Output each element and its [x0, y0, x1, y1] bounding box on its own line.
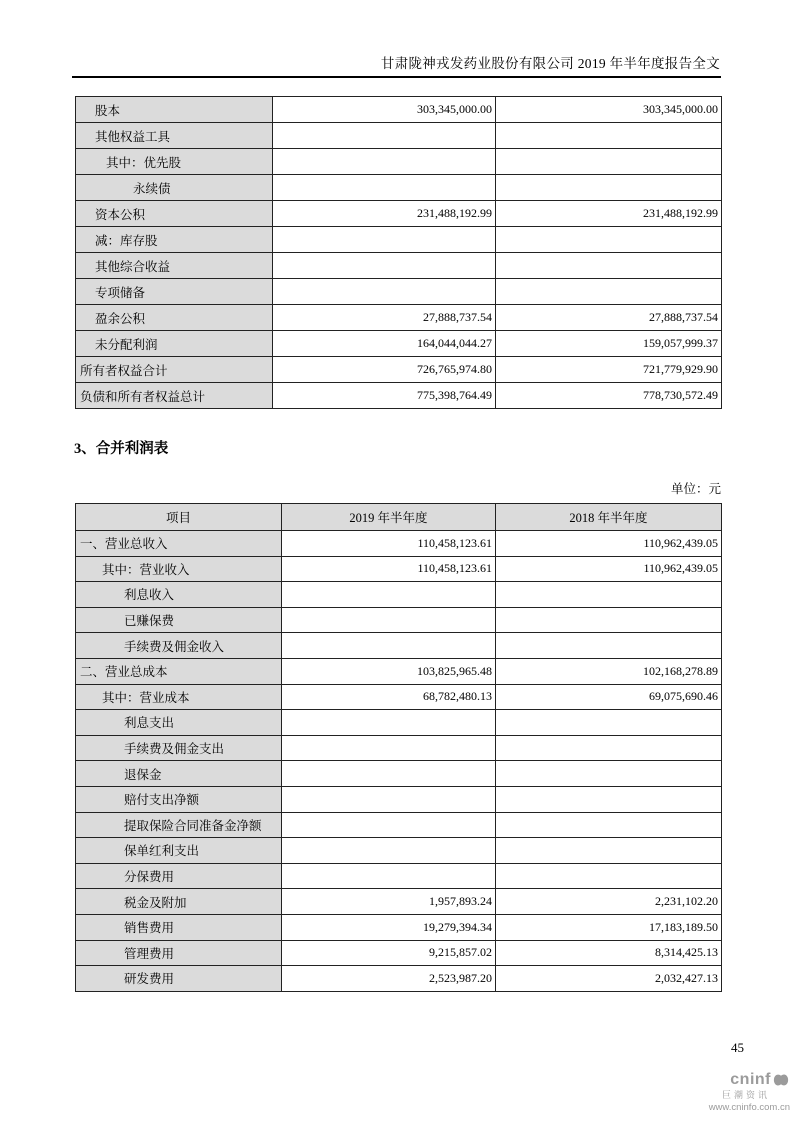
value-col2: 27,888,737.54 [496, 305, 722, 331]
table-row [76, 279, 722, 305]
cninfo-swirl-icon [772, 1071, 790, 1089]
value-col1: 19,279,394.34 [282, 914, 496, 940]
row-label: 分保费用 [76, 863, 282, 889]
row-label: 资本公积 [76, 201, 273, 227]
value-col2 [496, 149, 722, 175]
value-col1: 775,398,764.49 [273, 383, 496, 409]
row-label: 利息支出 [76, 710, 282, 736]
row-label: 未分配利润 [76, 331, 273, 357]
value-col1 [273, 227, 496, 253]
value-col2 [496, 123, 722, 149]
value-col2: 102,168,278.89 [496, 658, 722, 684]
value-col1 [282, 761, 496, 787]
value-col2: 69,075,690.46 [496, 684, 722, 710]
row-label: 所有者权益合计 [76, 357, 273, 383]
value-col1 [282, 735, 496, 761]
value-col1: 726,765,974.80 [273, 357, 496, 383]
row-label: 负债和所有者权益总计 [76, 383, 273, 409]
column-header-2018: 2018 年半年度 [496, 504, 722, 531]
value-col1: 303,345,000.00 [273, 97, 496, 123]
value-col2 [496, 761, 722, 787]
value-col1 [273, 123, 496, 149]
row-label: 其中：营业成本 [76, 684, 282, 710]
row-label: 一、营业总收入 [76, 531, 282, 557]
value-col1 [282, 786, 496, 812]
header-rule [72, 76, 721, 78]
value-col2 [496, 633, 722, 659]
table-row [76, 889, 722, 915]
table-row [76, 123, 722, 149]
table-row [76, 201, 722, 227]
row-label: 股本 [76, 97, 273, 123]
value-col2: 721,779,929.90 [496, 357, 722, 383]
logo-caption: 巨潮资讯 [721, 1090, 770, 1100]
table-row [76, 914, 722, 940]
equity-table [75, 96, 722, 409]
table-row [76, 149, 722, 175]
value-col2 [496, 175, 722, 201]
value-col1 [273, 175, 496, 201]
income-statement-table [75, 503, 722, 992]
value-col2: 17,183,189.50 [496, 914, 722, 940]
table-row [76, 305, 722, 331]
column-header-item: 项目 [76, 504, 282, 531]
value-col2 [496, 863, 722, 889]
table-row [76, 227, 722, 253]
table-row [76, 556, 722, 582]
table-row [76, 383, 722, 409]
value-col1 [273, 149, 496, 175]
page-number: 45 [731, 1040, 744, 1055]
section-heading: 3、合并利润表 [74, 441, 169, 457]
table-row [76, 761, 722, 787]
header-title: 甘肃陇神戎发药业股份有限公司 2019 年半年度报告全文 [380, 56, 720, 71]
row-label: 其他综合收益 [76, 253, 273, 279]
value-col1: 1,957,893.24 [282, 889, 496, 915]
value-col1 [282, 607, 496, 633]
table-row [76, 786, 722, 812]
table-row [76, 633, 722, 659]
logo-url: www.cninfo.com.cn [708, 1102, 790, 1113]
table-row [76, 607, 722, 633]
value-col1 [282, 863, 496, 889]
value-col2: 2,231,102.20 [496, 889, 722, 915]
value-col1 [282, 838, 496, 864]
value-col2: 778,730,572.49 [496, 383, 722, 409]
value-col1 [282, 710, 496, 736]
unit-label: 单位：元 [670, 482, 721, 496]
value-col2: 231,488,192.99 [496, 201, 722, 227]
value-col2 [496, 710, 722, 736]
value-col2 [496, 735, 722, 761]
row-label: 退保金 [76, 761, 282, 787]
value-col2 [496, 227, 722, 253]
cninfo-logo [698, 1071, 790, 1113]
value-col1: 68,782,480.13 [282, 684, 496, 710]
value-col1 [273, 279, 496, 305]
value-col1: 110,458,123.61 [282, 531, 496, 557]
value-col2 [496, 607, 722, 633]
value-col1 [273, 253, 496, 279]
table-row [76, 531, 722, 557]
value-col2: 110,962,439.05 [496, 556, 722, 582]
row-label: 销售费用 [76, 914, 282, 940]
table-row [76, 175, 722, 201]
row-label: 其他权益工具 [76, 123, 273, 149]
value-col1 [282, 582, 496, 608]
logo-brand-text: cninf [730, 1071, 771, 1088]
table-row [76, 357, 722, 383]
row-label: 专项储备 [76, 279, 273, 305]
table-row [76, 253, 722, 279]
value-col2 [496, 838, 722, 864]
value-col2: 2,032,427.13 [496, 966, 722, 992]
value-col1 [282, 812, 496, 838]
table-row [76, 684, 722, 710]
value-col1: 2,523,987.20 [282, 966, 496, 992]
row-label: 二、营业总成本 [76, 658, 282, 684]
table-row [76, 331, 722, 357]
value-col1: 9,215,857.02 [282, 940, 496, 966]
table-row [76, 838, 722, 864]
value-col1: 231,488,192.99 [273, 201, 496, 227]
value-col1 [282, 633, 496, 659]
table-row [76, 582, 722, 608]
row-label: 盈余公积 [76, 305, 273, 331]
value-col1: 27,888,737.54 [273, 305, 496, 331]
row-label: 保单红利支出 [76, 838, 282, 864]
value-col2 [496, 279, 722, 305]
row-label: 永续债 [76, 175, 273, 201]
table-row [76, 966, 722, 992]
value-col2 [496, 253, 722, 279]
value-col1: 164,044,044.27 [273, 331, 496, 357]
table-row [76, 863, 722, 889]
value-col2 [496, 582, 722, 608]
value-col2 [496, 812, 722, 838]
row-label: 已赚保费 [76, 607, 282, 633]
row-label: 手续费及佣金收入 [76, 633, 282, 659]
table-row [76, 812, 722, 838]
value-col1: 103,825,965.48 [282, 658, 496, 684]
row-label: 研发费用 [76, 966, 282, 992]
row-label: 管理费用 [76, 940, 282, 966]
table-row [76, 940, 722, 966]
value-col2: 110,962,439.05 [496, 531, 722, 557]
row-label: 利息收入 [76, 582, 282, 608]
table-row [76, 735, 722, 761]
row-label: 赔付支出净额 [76, 786, 282, 812]
table-header-row [76, 504, 722, 531]
row-label: 手续费及佣金支出 [76, 735, 282, 761]
table-row [76, 710, 722, 736]
table-row [76, 97, 722, 123]
value-col2: 159,057,999.37 [496, 331, 722, 357]
logo-row [698, 1071, 790, 1089]
table-row [76, 658, 722, 684]
value-col2: 303,345,000.00 [496, 97, 722, 123]
row-label: 提取保险合同准备金净额 [76, 812, 282, 838]
value-col2 [496, 786, 722, 812]
value-col2: 8,314,425.13 [496, 940, 722, 966]
row-label: 其中：营业收入 [76, 556, 282, 582]
column-header-2019: 2019 年半年度 [282, 504, 496, 531]
row-label: 税金及附加 [76, 889, 282, 915]
row-label: 其中：优先股 [76, 149, 273, 175]
row-label: 减：库存股 [76, 227, 273, 253]
value-col1: 110,458,123.61 [282, 556, 496, 582]
